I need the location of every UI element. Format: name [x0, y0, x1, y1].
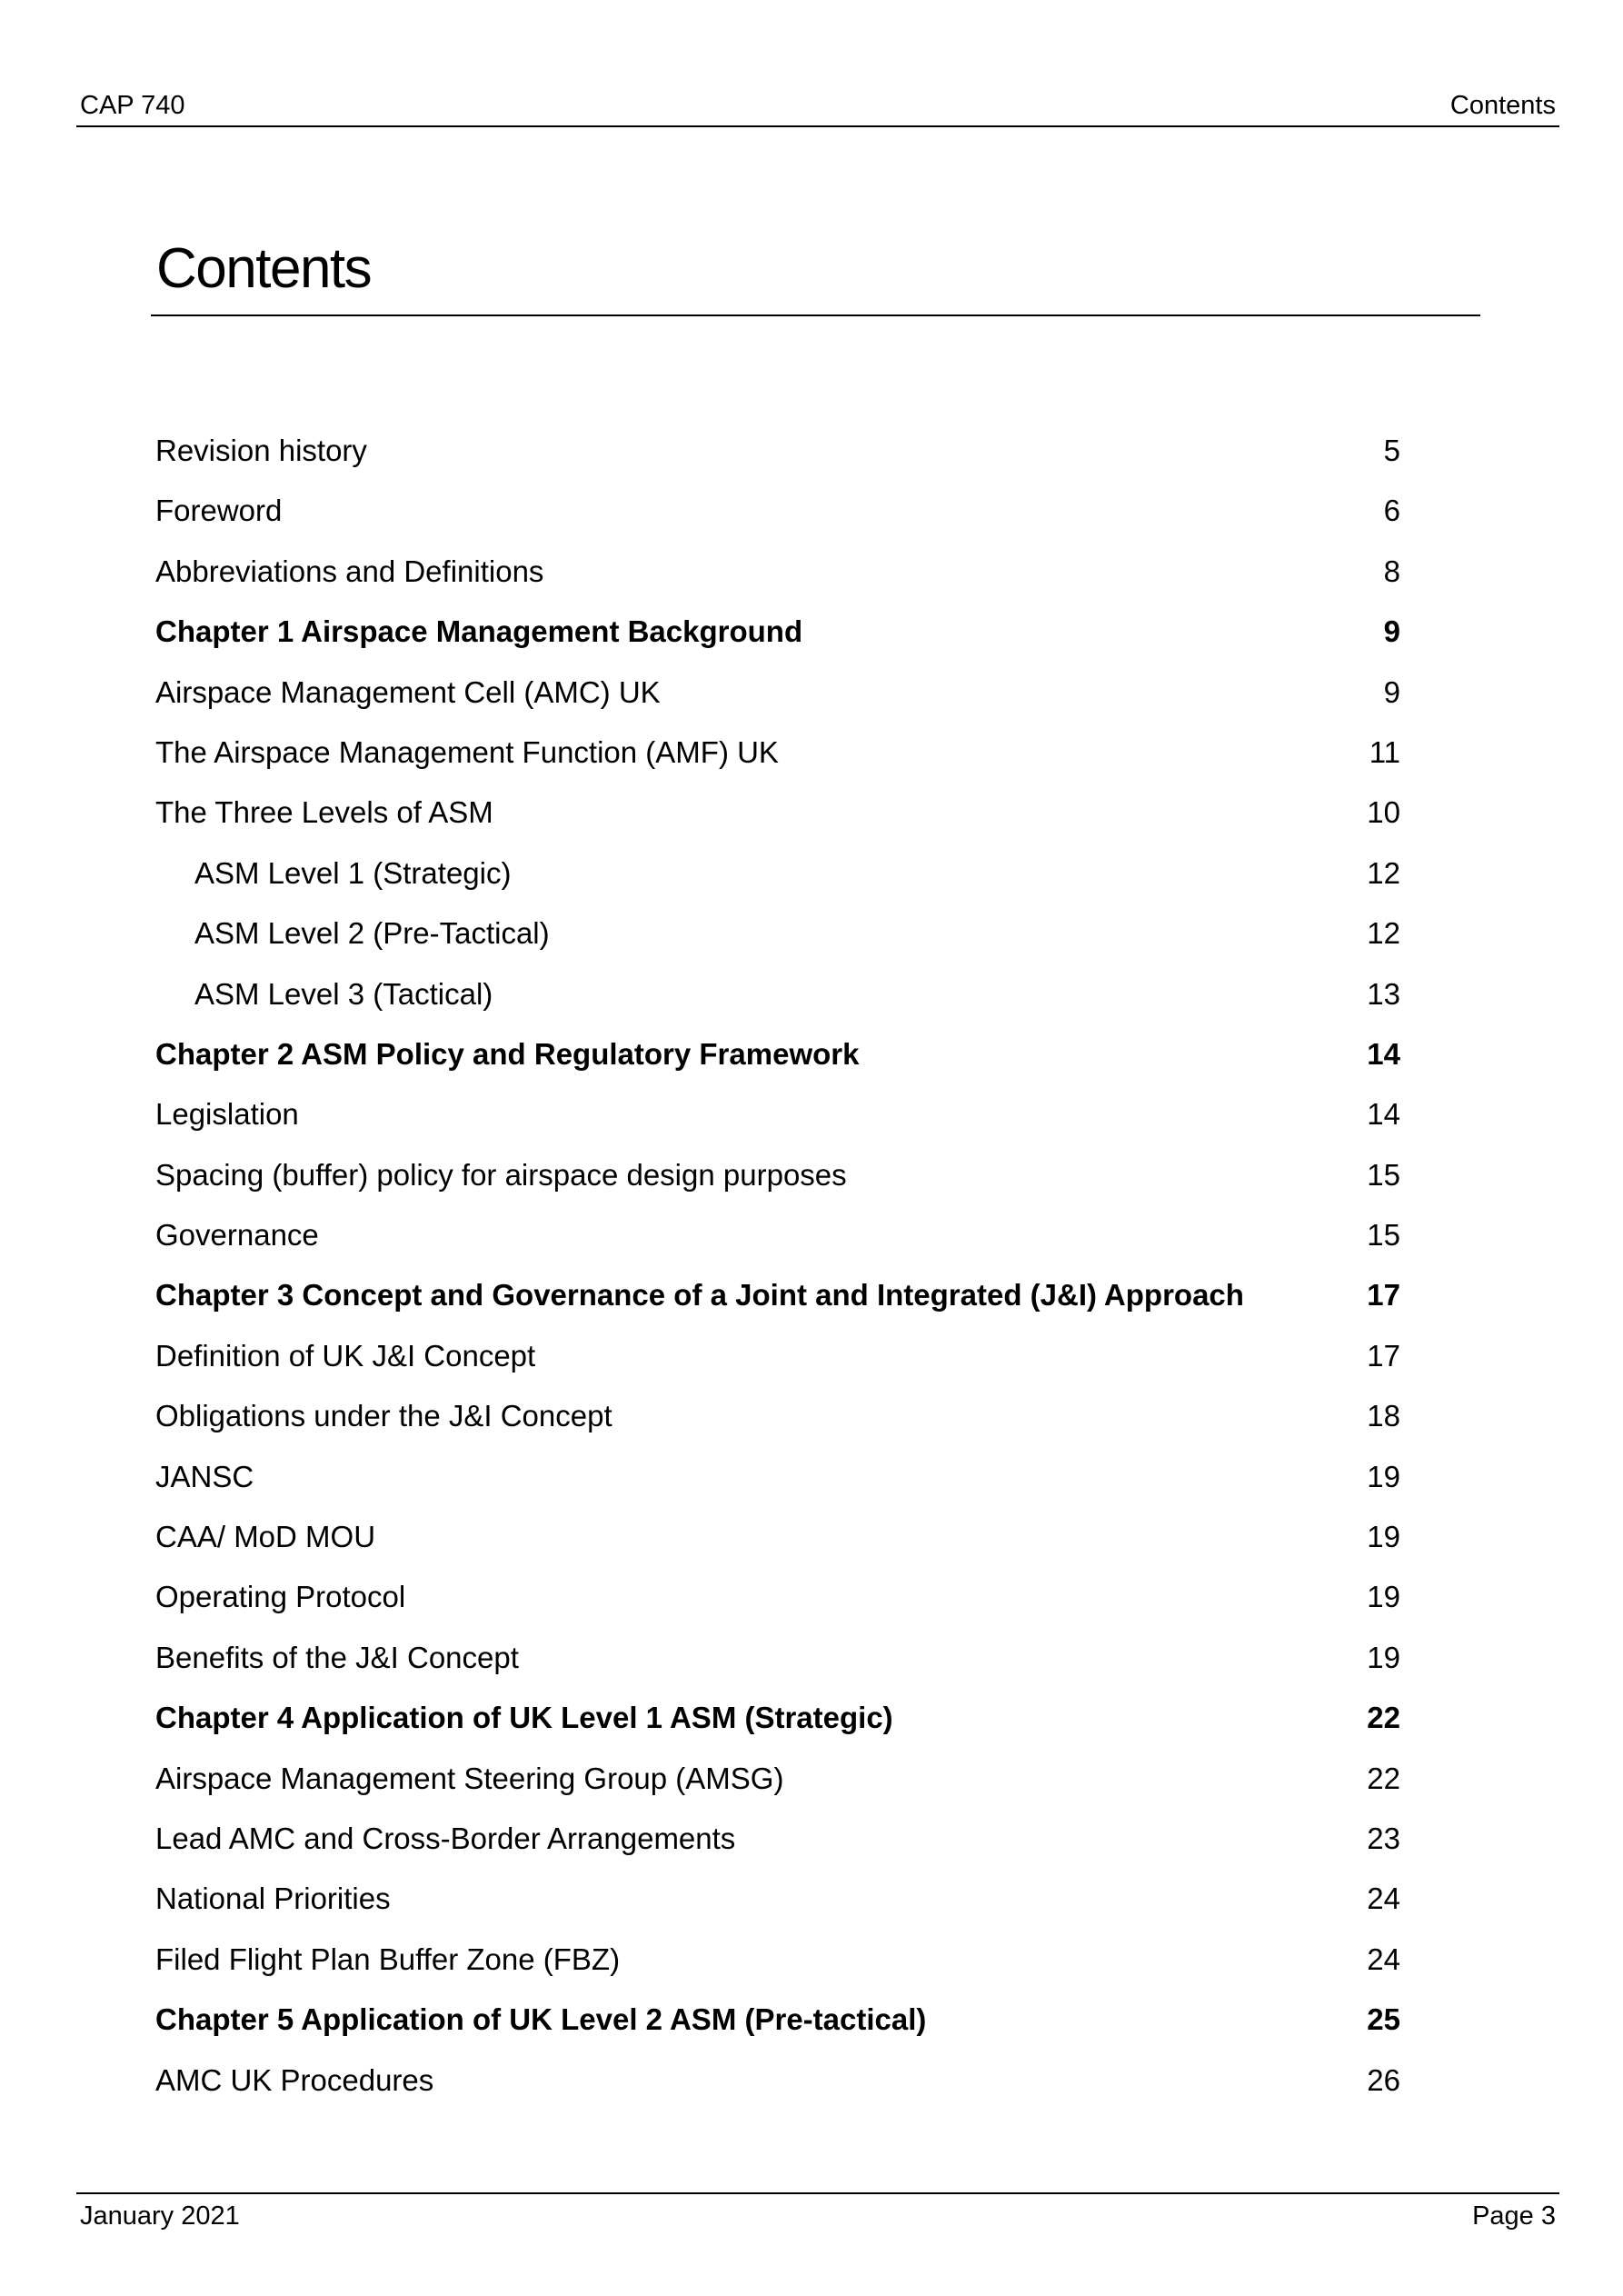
toc-entry[interactable] — [155, 1813, 1400, 1873]
toc-chapter-entry[interactable] — [155, 1994, 1400, 2054]
toc-entry[interactable] — [155, 1512, 1400, 1572]
page-footer — [76, 2192, 1559, 2240]
toc-entry[interactable] — [155, 969, 1400, 1029]
toc-entry-page-number: 24 — [1367, 1882, 1400, 1916]
toc-entry[interactable] — [155, 1150, 1400, 1210]
toc-entry-title: The Airspace Management Function (AMF) UK — [155, 734, 779, 769]
title-block — [151, 235, 1480, 316]
toc-entry-page-number: 19 — [1367, 1459, 1400, 1493]
toc-entry-page-number: 13 — [1367, 976, 1400, 1011]
toc-entry[interactable] — [155, 1391, 1400, 1451]
toc-chapter-entry[interactable] — [155, 1270, 1400, 1330]
toc-entry-title: AMC UK Procedures — [155, 2062, 434, 2097]
toc-entry-title: Obligations under the J&I Concept — [155, 1399, 612, 1433]
toc-entry[interactable] — [155, 1452, 1400, 1512]
toc-entry[interactable] — [155, 1572, 1400, 1632]
toc-entry-title: Foreword — [155, 494, 283, 528]
toc-entry-title: Spacing (buffer) policy for airspace design purposes — [155, 1157, 847, 1192]
table-of-contents — [155, 425, 1400, 2115]
toc-entry-title: Chapter 3 Concept and Governance of a Joint and Integrated (J&I) Approach — [155, 1278, 1244, 1313]
toc-entry-title: ASM Level 1 (Strategic) — [194, 855, 512, 890]
toc-entry-page-number: 25 — [1367, 2002, 1400, 2037]
footer-date: January 2021 — [80, 2201, 240, 2231]
toc-entry-page-number: 14 — [1367, 1097, 1400, 1132]
toc-entry-page-number: 15 — [1367, 1157, 1400, 1192]
toc-entry[interactable] — [155, 908, 1400, 968]
toc-entry-title: ASM Level 3 (Tactical) — [194, 976, 493, 1011]
toc-entry-page-number: 18 — [1367, 1399, 1400, 1433]
toc-entry[interactable] — [155, 485, 1400, 545]
page-header — [76, 87, 1559, 127]
toc-entry-title: CAA/ MoD MOU — [155, 1520, 376, 1554]
toc-entry-title: Airspace Management Cell (AMC) UK — [155, 674, 661, 709]
toc-entry-page-number: 17 — [1367, 1338, 1400, 1373]
toc-entry-page-number: 15 — [1367, 1218, 1400, 1253]
toc-entry-title: ASM Level 2 (Pre-Tactical) — [194, 916, 550, 951]
toc-entry-page-number: 9 — [1383, 614, 1400, 649]
toc-entry-title: Abbreviations and Definitions — [155, 554, 544, 588]
toc-entry-page-number: 10 — [1367, 795, 1400, 830]
toc-entry-page-number: 19 — [1367, 1640, 1400, 1674]
toc-entry-title: National Priorities — [155, 1882, 391, 1916]
toc-entry-title: JANSC — [155, 1459, 254, 1493]
toc-entry-page-number: 11 — [1369, 734, 1400, 769]
toc-entry[interactable] — [155, 727, 1400, 787]
toc-entry-page-number: 5 — [1383, 434, 1400, 467]
toc-entry-title: The Three Levels of ASM — [155, 795, 493, 830]
toc-entry-title: Airspace Management Steering Group (AMSG) — [155, 1761, 784, 1795]
toc-entry[interactable] — [155, 787, 1400, 847]
toc-entry-page-number: 19 — [1367, 1520, 1400, 1554]
document-reference: CAP 740 — [80, 91, 185, 120]
toc-entry-page-number: 19 — [1367, 1580, 1400, 1614]
toc-entry-title: Filed Flight Plan Buffer Zone (FBZ) — [155, 1942, 621, 1976]
toc-entry-page-number: 26 — [1367, 2062, 1400, 2097]
header-section-name: Contents — [1449, 91, 1556, 120]
toc-entry-title: Chapter 1 Airspace Management Background — [155, 614, 803, 649]
toc-entry-title: Chapter 4 Application of UK Level 1 ASM (Strategic) — [155, 1701, 893, 1735]
toc-entry[interactable] — [155, 425, 1400, 485]
toc-entry[interactable] — [155, 1632, 1400, 1692]
toc-entry-page-number: 9 — [1383, 674, 1400, 709]
toc-chapter-entry[interactable] — [155, 606, 1400, 666]
toc-entry[interactable] — [155, 1210, 1400, 1270]
toc-entry[interactable] — [155, 667, 1400, 727]
toc-entry-title: Operating Protocol — [155, 1580, 406, 1614]
toc-entry[interactable] — [155, 1331, 1400, 1391]
toc-entry-page-number: 8 — [1383, 554, 1400, 588]
footer-page-number: Page 3 — [1472, 2201, 1556, 2231]
toc-entry[interactable] — [155, 2055, 1400, 2115]
toc-entry-title: Governance — [155, 1218, 319, 1253]
toc-entry[interactable] — [155, 546, 1400, 606]
toc-entry-title: Benefits of the J&I Concept — [155, 1640, 519, 1674]
toc-entry-page-number: 23 — [1367, 1821, 1400, 1855]
toc-entry-title: Lead AMC and Cross-Border Arrangements — [155, 1821, 736, 1855]
toc-entry[interactable] — [155, 848, 1400, 908]
toc-entry[interactable] — [155, 1753, 1400, 1813]
toc-chapter-entry[interactable] — [155, 1029, 1400, 1089]
toc-chapter-entry[interactable] — [155, 1692, 1400, 1752]
toc-entry-title: Definition of UK J&I Concept — [155, 1338, 536, 1373]
toc-entry-page-number: 14 — [1367, 1036, 1400, 1071]
toc-entry-title: Chapter 5 Application of UK Level 2 ASM (Pre-tactical) — [155, 2002, 927, 2037]
toc-entry-page-number: 24 — [1367, 1942, 1400, 1976]
toc-entry-title: Legislation — [155, 1097, 299, 1132]
toc-entry-page-number: 6 — [1383, 494, 1400, 528]
toc-entry-page-number: 17 — [1367, 1278, 1400, 1313]
toc-entry-page-number: 12 — [1367, 916, 1400, 951]
toc-entry-title: Chapter 2 ASM Policy and Regulatory Framework — [155, 1036, 860, 1071]
toc-entry[interactable] — [155, 1934, 1400, 1994]
toc-entry-title: Revision history — [155, 434, 367, 467]
toc-entry[interactable] — [155, 1873, 1400, 1933]
toc-entry[interactable] — [155, 1089, 1400, 1149]
toc-entry-page-number: 22 — [1367, 1761, 1400, 1795]
page-title: Contents — [156, 237, 372, 300]
toc-entry-page-number: 22 — [1367, 1701, 1400, 1735]
toc-entry-page-number: 12 — [1367, 855, 1400, 890]
